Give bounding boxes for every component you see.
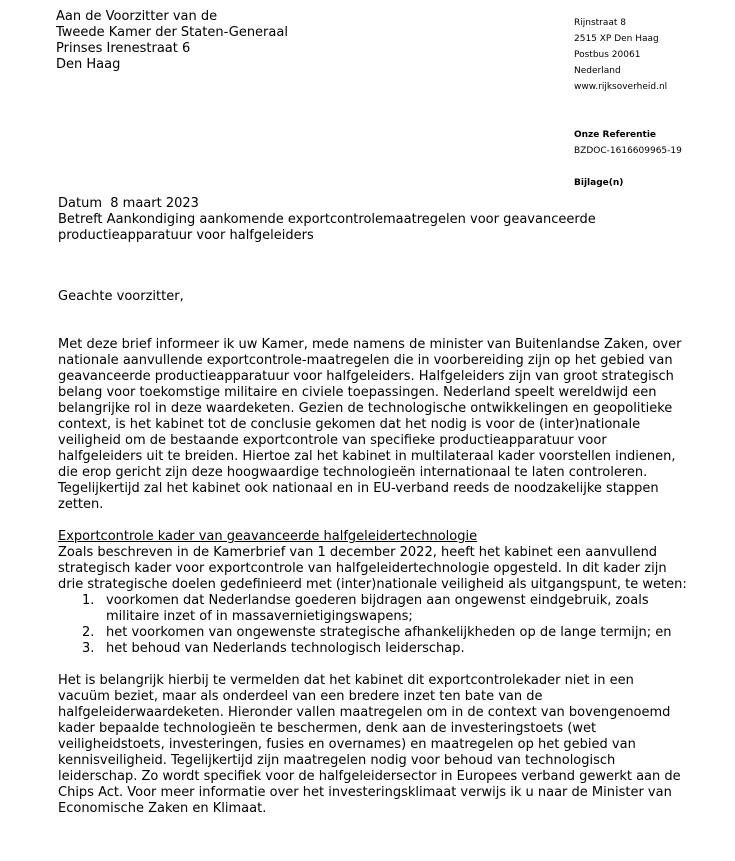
paragraph-framework: Zoals beschreven in de Kamerbrief van 1 december 2022, heeft het kabinet een aanvullend strategisch kader voor exportcontrole van halfgeleidertechnologie opgesteld. In dit kader zijn drie strategische doelen gedefinieerd met (inter)nationale veiligheid als uitgangspunt, te weten: (58, 545, 687, 592)
sender-website: www.rijksoverheid.nl (574, 82, 668, 92)
salutation: Geachte voorzitter, (58, 289, 184, 304)
sender-address-line: Rijnstraat 8 (574, 18, 627, 28)
addressee-line: Prinses Irenestraat 6 (56, 41, 191, 56)
reference-label: Onze Referentie (574, 130, 657, 140)
goals-list (58, 593, 688, 657)
reference-value: BZDOC-1616609965-19 (574, 146, 682, 156)
date-label: Datum (58, 196, 102, 211)
addressee-block (56, 9, 288, 73)
date-value: 8 maart 2023 (110, 196, 199, 211)
addressee-line: Tweede Kamer der Staten-Generaal (56, 25, 288, 40)
date-line (58, 196, 698, 212)
subject-text: Aankondiging aankomende exportcontrolemaatregelen voor geavanceerde (106, 212, 596, 227)
section-heading: Exportcontrole kader van geavanceerde halfgeleidertechnologie (58, 529, 478, 544)
sender-address-line: 2515 XP Den Haag (574, 34, 659, 44)
list-item: 1. voorkomen dat Nederlandse goederen bijdragen aan ongewenst eindgebruik, zoals militaire inzet of in massavernietigingswapens; (82, 593, 649, 624)
addressee-line: Den Haag (56, 57, 121, 72)
letter-body (58, 289, 688, 817)
sender-address-line: Nederland (574, 66, 621, 76)
sender-column (574, 15, 682, 191)
attachment-label: Bijlage(n) (574, 178, 624, 188)
list-item: 2. het voorkomen van ongewenste strategische afhankelijkheden op de lange termijn; en (82, 625, 672, 640)
subject-label: Betreft (58, 212, 103, 227)
subject-line (58, 212, 698, 228)
paragraph-intro: Met deze brief informeer ik uw Kamer, mede namens de minister van Buitenlandse Zaken, over nationale aanvullende exportcontrole-maatregelen die in voorbereiding zijn op het gebied van geavanceerde productieapparatuur voor halfgeleiders. Halfgeleiders zijn van groot strategisch belang voor toekomstige militaire en civiele toepassingen. Nederland speelt wereldwijd een belangrijke rol in deze waardeketen. Gezien de technologische ontwikkelingen en geopolitieke context, is het kabinet tot de conclusie gekomen dat het nodig is voor de (inter)nationale veiligheid om de bestaande exportcontrole van specifieke productieapparatuur voor halfgeleiders uit te breiden. Hiertoe zal het kabinet in multilateraal kader voorstellen indienen, die erop gericht zijn deze hoogwaardige technologieën internationaal te laten controleren. Tegelijkertijd zal het kabinet ook nationaal en in EU-verband reeds de noodzakelijke stappen zetten. (58, 337, 682, 512)
sender-address-line: Postbus 20061 (574, 50, 641, 60)
paragraph-context: Het is belangrijk hierbij te vermelden dat het kabinet dit exportcontrolekader niet in een vacuüm beziet, maar als onderdeel van een bredere inzet ten bate van de halfgeleiderwaardeketen. Hieronder vallen maatregelen om in de context van bovengenoemd kader bepaalde technologieën te beschermen, denk aan de investeringstoets (wet veiligheidstoets, investeringen, fusies en overnames) en maatregelen op het gebied van kennisveiligheid. Tegelijkertijd zijn maatregelen nodig voor behoud van technologisch leiderschap. Zo wordt specifiek voor de halfgeleidersector in Europees verband gewerkt aan de Chips Act. Voor meer informatie over het investeringsklimaat verwijs ik u naar de Minister van Economische Zaken en Klimaat. (58, 673, 681, 816)
addressee-line: Aan de Voorzitter van de (56, 9, 218, 24)
list-item: 3. het behoud van Nederlands technologisch leiderschap. (82, 641, 465, 656)
subject-continuation: productieapparatuur voor halfgeleiders (58, 228, 314, 243)
letter-meta (58, 196, 698, 244)
